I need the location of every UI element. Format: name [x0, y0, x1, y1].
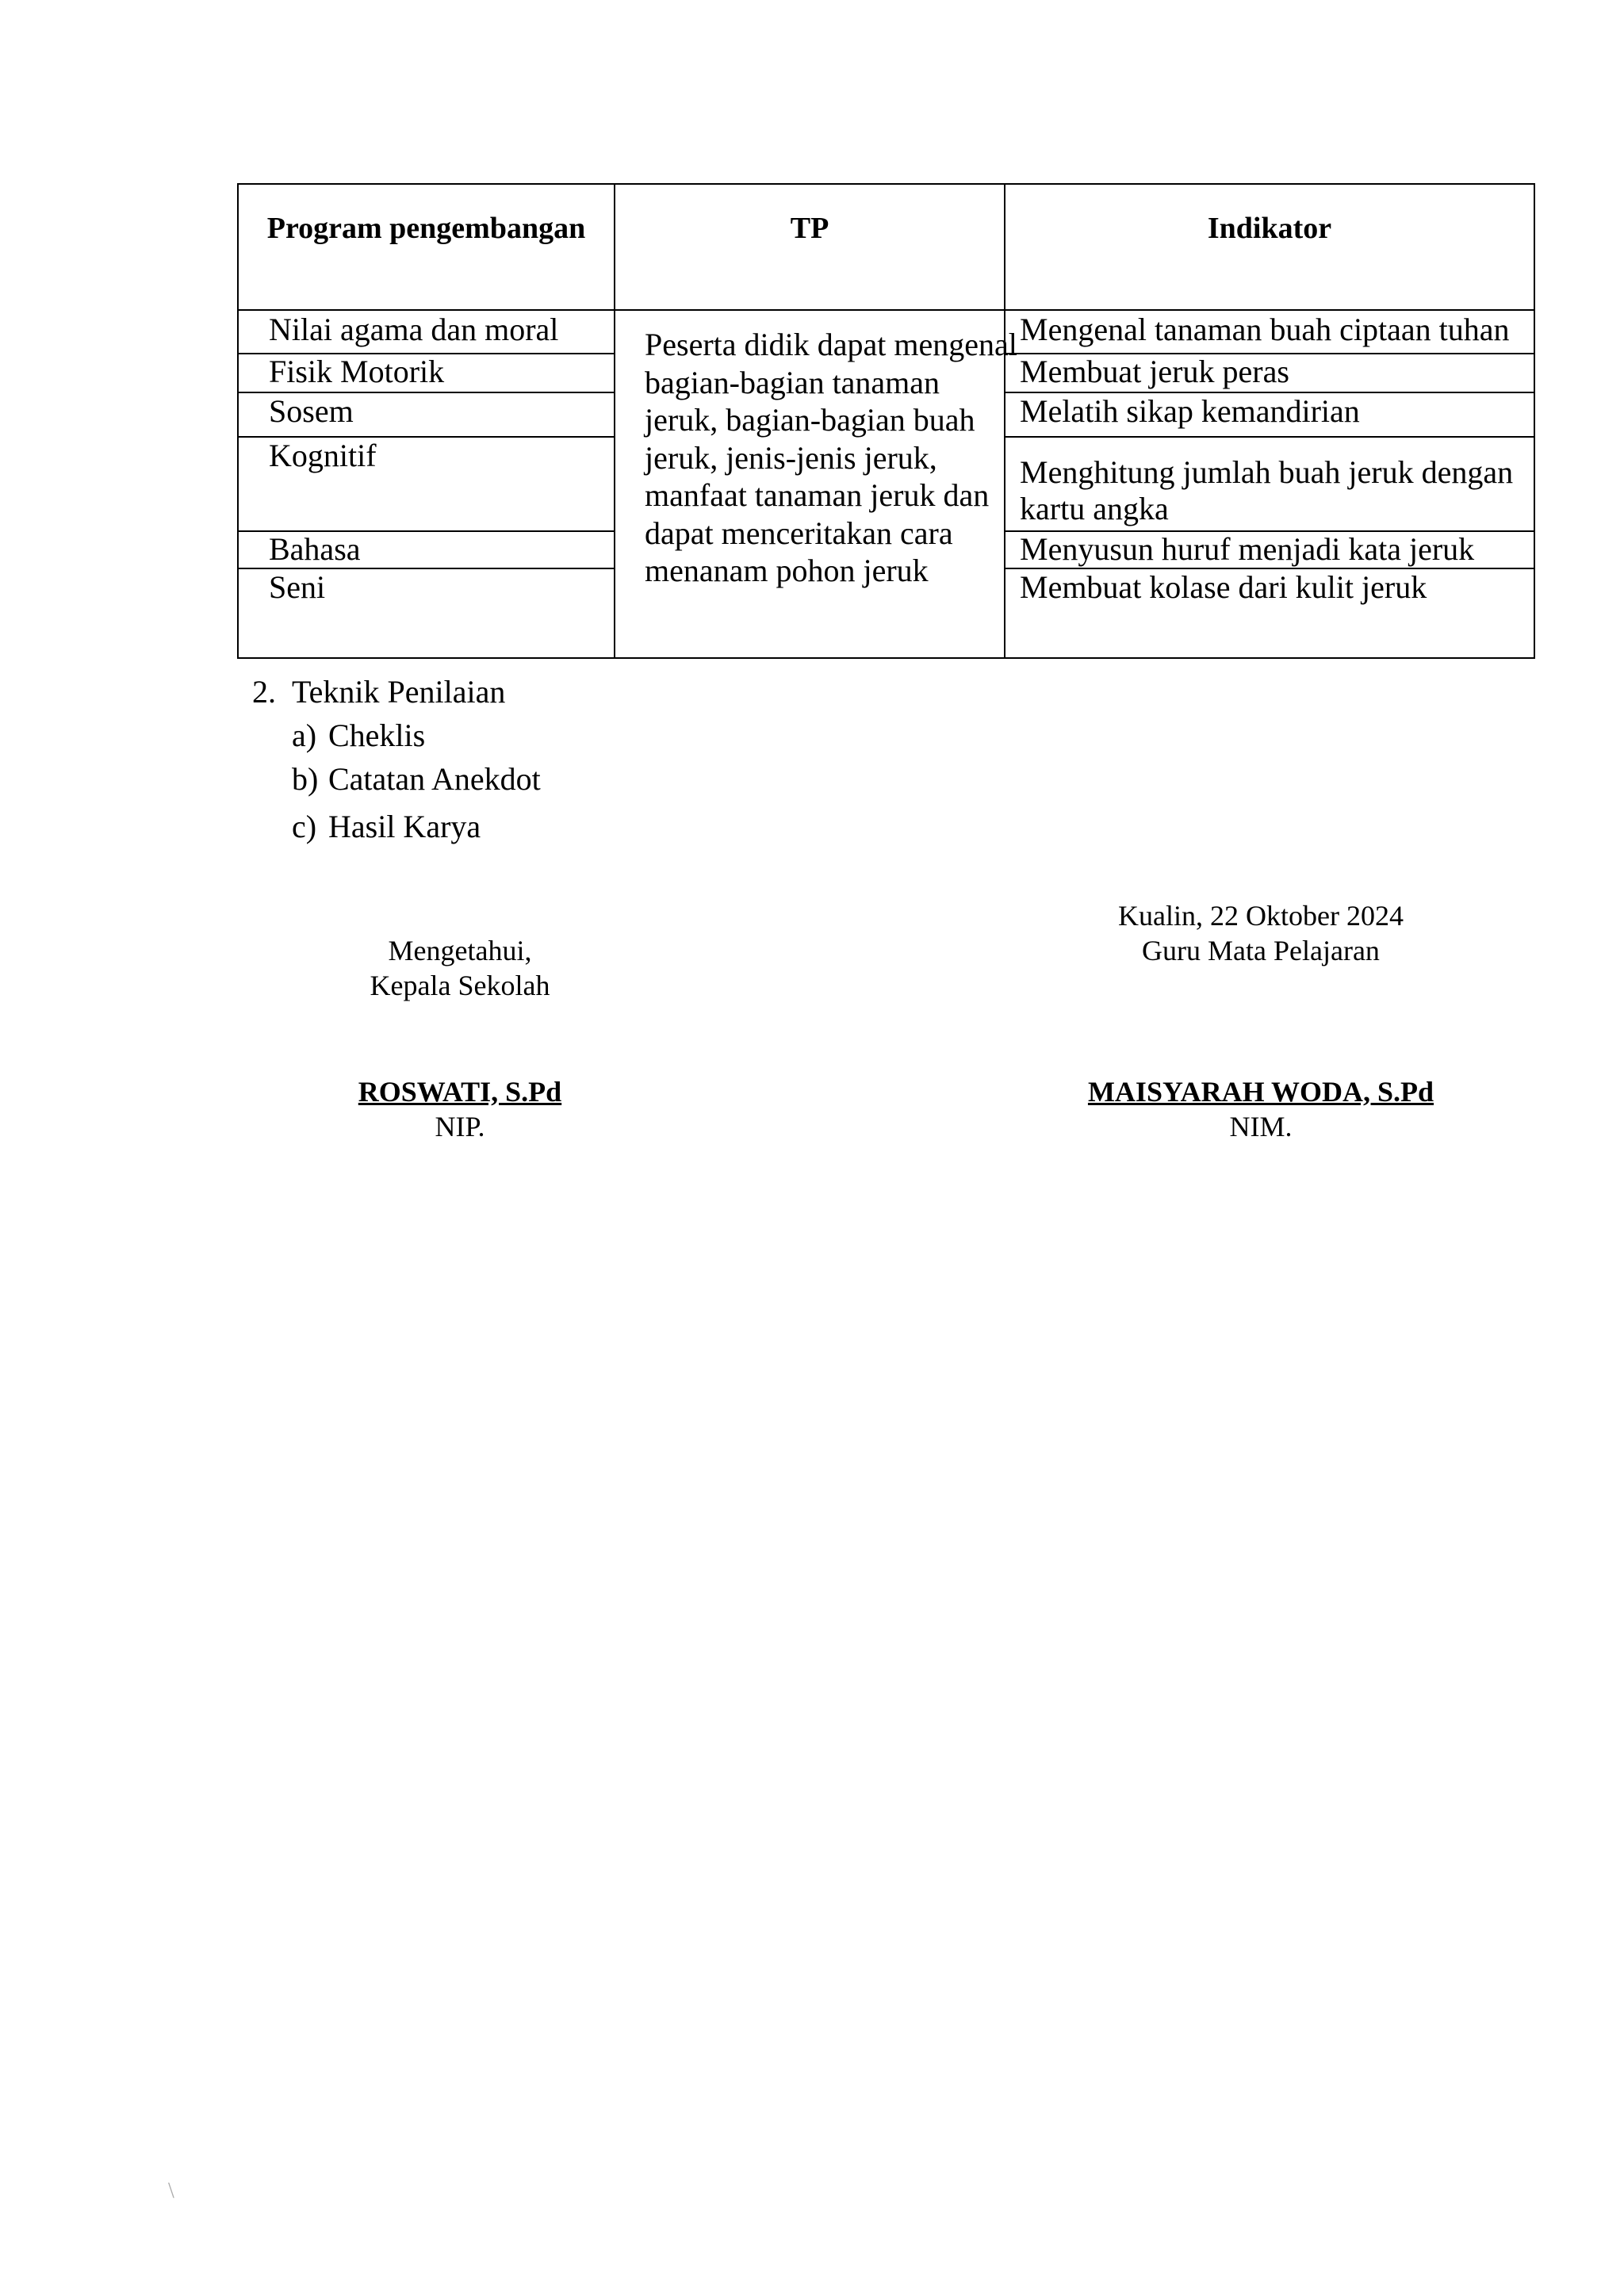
right-signature-block: [1015, 898, 1507, 968]
teknik-heading: [252, 674, 505, 710]
list-marker: c): [292, 809, 317, 844]
stray-mark: \: [168, 2179, 174, 2203]
indikator-cell: Membuat kolase dari kulit jeruk: [1020, 569, 1427, 605]
program-cell: Sosem: [269, 393, 354, 429]
list-item: [292, 718, 425, 754]
assessment-table: [237, 183, 1535, 659]
indikator-cell: Melatih sikap kemandirian: [1020, 393, 1360, 429]
list-marker: a): [292, 718, 317, 753]
indikator-cell: Menyusun huruf menjadi kata jeruk: [1020, 531, 1475, 567]
left-signature-name-block: [301, 1074, 619, 1144]
column-divider: [614, 185, 615, 657]
program-cell: Nilai agama dan moral: [269, 312, 559, 347]
header-divider: [239, 309, 1534, 311]
indikator-cell: Membuat jeruk peras: [1020, 354, 1289, 389]
program-cell: Bahasa: [269, 531, 361, 567]
place-date: Kualin, 22 Oktober 2024: [1118, 900, 1404, 932]
acknowledgement-text: Mengetahui,: [388, 935, 532, 966]
list-item: [292, 809, 481, 845]
header-tp: TP: [790, 212, 829, 245]
indikator-cell: Menghitung jumlah buah jeruk dengan kartu angka: [1020, 454, 1514, 526]
principal-nip: NIP.: [435, 1111, 485, 1142]
list-label: Catatan Anekdot: [328, 761, 541, 797]
left-signature-block: [301, 933, 619, 1003]
list-label: Hasil Karya: [328, 809, 481, 844]
indikator-cell: Mengenal tanaman buah ciptaan tuhan: [1020, 312, 1510, 347]
teacher-nim: NIM.: [1229, 1111, 1293, 1142]
teknik-number: 2.: [252, 674, 276, 710]
principal-title: Kepala Sekolah: [370, 970, 550, 1001]
tp-description: Peserta didik dapat mengenal bagian-bagian tanaman jeruk, bagian-bagian buah jeruk, jenis-jenis jeruk, manfaat tanaman jeruk dan dapat menceritakan cara menanam pohon jeruk: [645, 327, 1017, 588]
teknik-title: Teknik Penilaian: [292, 674, 506, 710]
program-cell: Seni: [269, 569, 326, 605]
header-program: Program pengembangan: [266, 212, 586, 245]
principal-name: ROSWATI, S.Pd: [358, 1076, 562, 1108]
row-divider: [1004, 436, 1534, 438]
teacher-title: Guru Mata Pelajaran: [1142, 935, 1380, 966]
header-indikator: Indikator: [1207, 212, 1332, 245]
list-item: [292, 761, 541, 798]
right-signature-name-block: [1015, 1074, 1507, 1144]
teacher-name: MAISYARAH WODA, S.Pd: [1087, 1076, 1434, 1108]
program-cell: Fisik Motorik: [269, 354, 445, 389]
program-cell: Kognitif: [269, 438, 377, 473]
list-marker: b): [292, 761, 319, 797]
list-label: Cheklis: [328, 718, 426, 753]
